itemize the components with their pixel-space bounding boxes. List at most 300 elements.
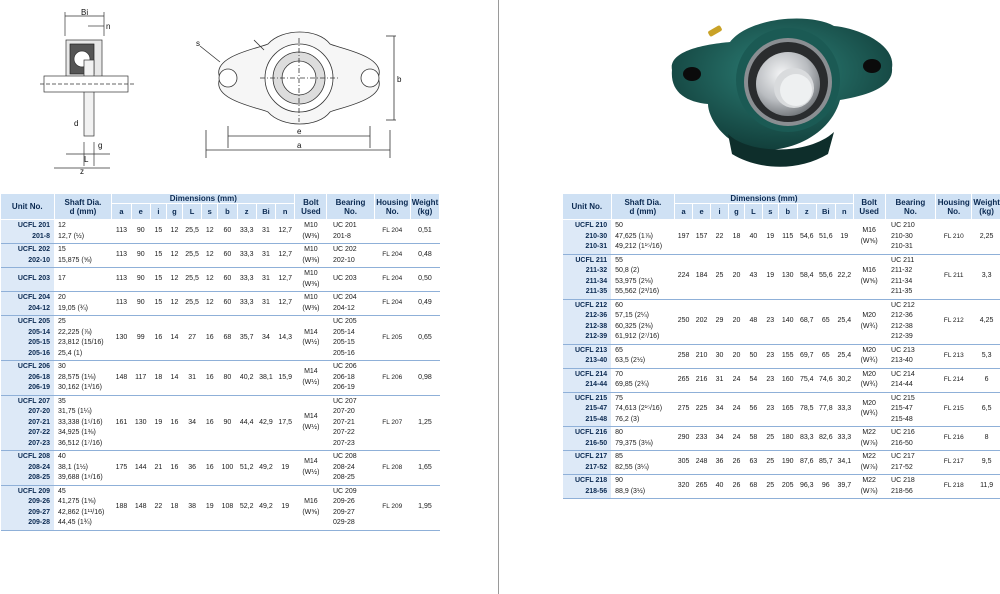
dim-cell-b: 180: [778, 427, 797, 451]
weight-cell: 2,25: [972, 220, 1000, 255]
unit-no-cell: UCFL 216 216-50: [563, 427, 612, 451]
dim-cell-s: 16: [202, 361, 218, 396]
bolt-cell: M20 (W¾): [853, 344, 885, 368]
col-header-a: a: [675, 204, 693, 220]
col-header-b: b: [218, 204, 237, 220]
bearing-cell: UC 210 210-30 210-31: [885, 220, 936, 255]
dim-cell-e: 233: [693, 427, 711, 451]
spec-table-left-body: [1, 220, 440, 531]
dim-cell-i: 31: [711, 368, 729, 392]
dim-cell-s: 16: [202, 451, 218, 486]
unit-no-cell: UCFL 207 207-20 207-21 207-22 207-23: [1, 395, 55, 451]
bolt-cell: M14 (W½): [295, 451, 327, 486]
dim-cell-n: 12,7: [276, 244, 295, 268]
bolt-cell: M22 (W⅞): [853, 427, 885, 451]
dim-cell-g: 12: [166, 244, 182, 268]
bolt-cell: M20 (W¾): [853, 392, 885, 427]
bearing-cell: UC 214 214-44: [885, 368, 936, 392]
dim-cell-z: 69,7: [797, 344, 816, 368]
dim-cell-g: 20: [729, 344, 745, 368]
dim-cell-g: 20: [729, 299, 745, 344]
dim-cell-z: 44,4: [237, 395, 256, 451]
dim-cell-l: 56: [744, 392, 762, 427]
bolt-cell: M16 (W⅝): [295, 485, 327, 530]
shaft-dia-cell: 30 28,575 (1⅛) 30,162 (1³/16): [54, 361, 112, 396]
dim-cell-i: 15: [150, 268, 166, 292]
dim-cell-z: 33,3: [237, 268, 256, 292]
unit-no-cell: UCFL 213 213-40: [563, 344, 612, 368]
shaft-dia-cell: 15 15,875 (⅝): [54, 244, 112, 268]
dim-cell-l: 25,5: [182, 220, 201, 244]
weight-cell: 0,48: [410, 244, 439, 268]
dim-cell-g: 24: [729, 392, 745, 427]
dim-cell-bi: 65: [816, 344, 835, 368]
col-header-s: s: [762, 204, 778, 220]
dim-cell-n: 19: [276, 451, 295, 486]
dim-cell-e: 90: [131, 292, 150, 316]
spec-table-left: [0, 193, 440, 531]
dim-cell-s: 12: [202, 268, 218, 292]
dim-cell-e: 90: [131, 244, 150, 268]
unit-no-cell: UCFL 205 205-14 205-15 205-16: [1, 316, 55, 361]
dim-cell-g: 14: [166, 361, 182, 396]
spec-table-right: [562, 193, 1000, 499]
dim-label-n: n: [106, 22, 111, 31]
table-row: [563, 299, 1000, 344]
dim-cell-z: 33,3: [237, 244, 256, 268]
col-header-shaft-dia: Shaft Dia. d (mm): [54, 194, 112, 220]
weight-cell: 11,9: [972, 475, 1000, 499]
bearing-cell: UC 208 208-24 208-25: [327, 451, 374, 486]
table-row: [1, 395, 440, 451]
dim-cell-n: 22,2: [835, 254, 853, 299]
dim-cell-i: 15: [150, 292, 166, 316]
dim-cell-g: 26: [729, 451, 745, 475]
housing-cell: FL 204: [374, 292, 410, 316]
side-section-drawing: [40, 6, 140, 174]
col-header-weight: Weight (kg): [410, 194, 439, 220]
bolt-cell: M14 (W½): [295, 395, 327, 451]
dim-cell-g: 14: [166, 316, 182, 361]
dim-cell-l: 68: [744, 475, 762, 499]
dim-cell-n: 39,7: [835, 475, 853, 499]
dim-cell-s: 23: [762, 392, 778, 427]
dim-cell-e: 265: [693, 475, 711, 499]
dim-cell-s: 23: [762, 299, 778, 344]
bearing-cell: UC 206 206-18 206-19: [327, 361, 374, 396]
dim-cell-i: 16: [150, 316, 166, 361]
dim-cell-s: 23: [762, 368, 778, 392]
col-header-housing: Housing No.: [374, 194, 410, 220]
dim-cell-i: 40: [711, 475, 729, 499]
shaft-dia-cell: 17: [54, 268, 112, 292]
bearing-cell: UC 217 217-52: [885, 451, 936, 475]
dim-cell-s: 19: [202, 485, 218, 530]
col-header-g: g: [166, 204, 182, 220]
dim-cell-e: 90: [131, 220, 150, 244]
dim-cell-e: 99: [131, 316, 150, 361]
table-row: [1, 316, 440, 361]
dim-cell-g: 12: [166, 292, 182, 316]
col-header-b: b: [778, 204, 797, 220]
dim-cell-a: 130: [112, 316, 131, 361]
dim-cell-a: 188: [112, 485, 131, 530]
housing-cell: FL 204: [374, 268, 410, 292]
dim-cell-e: 210: [693, 344, 711, 368]
bolt-cell: M10 (W⅜): [295, 220, 327, 244]
shaft-dia-cell: 60 57,15 (2¼) 60,325 (2⅜) 61,912 (2⁷/16): [611, 299, 674, 344]
dim-cell-a: 250: [675, 299, 693, 344]
housing-cell: FL 210: [936, 220, 972, 255]
table-row: [563, 368, 1000, 392]
weight-cell: 0,65: [410, 316, 439, 361]
table-row: [563, 392, 1000, 427]
unit-no-cell: UCFL 202 202-10: [1, 244, 55, 268]
dim-cell-bi: 42,9: [256, 395, 275, 451]
dim-cell-i: 22: [711, 220, 729, 255]
bolt-cell: M14 (W½): [295, 361, 327, 396]
dim-cell-a: 258: [675, 344, 693, 368]
weight-cell: 0,49: [410, 292, 439, 316]
dim-cell-l: 54: [744, 368, 762, 392]
unit-no-cell: UCFL 211 211-32 211-34 211-35: [563, 254, 612, 299]
shaft-dia-cell: 45 41,275 (1⅝) 42,862 (1¹¹/16) 44,45 (1¾): [54, 485, 112, 530]
dim-cell-bi: 31: [256, 220, 275, 244]
weight-cell: 6: [972, 368, 1000, 392]
dim-cell-a: 113: [112, 268, 131, 292]
dim-cell-bi: 49,2: [256, 485, 275, 530]
dim-cell-z: 35,7: [237, 316, 256, 361]
table-row: [1, 220, 440, 244]
dim-cell-bi: 51,6: [816, 220, 835, 255]
bearing-cell: UC 212 212-36 212-38 212-39: [885, 299, 936, 344]
dim-cell-s: 12: [202, 244, 218, 268]
housing-cell: FL 218: [936, 475, 972, 499]
housing-cell: FL 211: [936, 254, 972, 299]
unit-no-cell: UCFL 212 212-36 212-38 212-39: [563, 299, 612, 344]
shaft-dia-cell: 12 12,7 (½): [54, 220, 112, 244]
dim-cell-n: 30,2: [835, 368, 853, 392]
dim-cell-g: 24: [729, 368, 745, 392]
table-row: [1, 451, 440, 486]
dim-cell-a: 265: [675, 368, 693, 392]
dim-cell-g: 20: [729, 254, 745, 299]
col-header-l: L: [182, 204, 201, 220]
dim-cell-bi: 34: [256, 316, 275, 361]
dim-cell-z: 54,6: [797, 220, 816, 255]
dim-cell-n: 14,3: [276, 316, 295, 361]
bearing-cell: UC 218 218-56: [885, 475, 936, 499]
shaft-dia-cell: 35 31,75 (1¼) 33,338 (1⁵/16) 34,925 (1⅜) 36,512 (1⁷/16): [54, 395, 112, 451]
col-header-z: z: [797, 204, 816, 220]
shaft-dia-cell: 90 88,9 (3½): [611, 475, 674, 499]
page-divider: [498, 0, 499, 594]
col-header-i: i: [150, 204, 166, 220]
dim-cell-l: 25,5: [182, 292, 201, 316]
bolt-cell: M20 (W¾): [853, 299, 885, 344]
dim-cell-i: 15: [150, 244, 166, 268]
dim-cell-g: 16: [166, 395, 182, 451]
dim-cell-b: 80: [218, 361, 237, 396]
weight-cell: 5,3: [972, 344, 1000, 368]
dim-cell-l: 25,5: [182, 268, 201, 292]
col-header-l: L: [744, 204, 762, 220]
bearing-cell: UC 207 207-20 207-21 207-22 207-23: [327, 395, 374, 451]
housing-cell: FL 206: [374, 361, 410, 396]
bolt-cell: M10 (W⅜): [295, 292, 327, 316]
dim-cell-s: 12: [202, 292, 218, 316]
dim-cell-e: 216: [693, 368, 711, 392]
dim-cell-b: 60: [218, 268, 237, 292]
dim-cell-a: 161: [112, 395, 131, 451]
dim-cell-b: 155: [778, 344, 797, 368]
dim-cell-b: 108: [218, 485, 237, 530]
dim-cell-z: 33,3: [237, 292, 256, 316]
table-row: [563, 344, 1000, 368]
weight-cell: 1,65: [410, 451, 439, 486]
dim-cell-l: 50: [744, 344, 762, 368]
dim-cell-a: 224: [675, 254, 693, 299]
weight-cell: 3,3: [972, 254, 1000, 299]
dim-cell-n: 12,7: [276, 220, 295, 244]
shaft-dia-cell: 25 22,225 (⅞) 23,812 (15/16) 25,4 (1): [54, 316, 112, 361]
housing-cell: FL 212: [936, 299, 972, 344]
unit-no-cell: UCFL 215 215-47 215-48: [563, 392, 612, 427]
dim-cell-s: 19: [762, 220, 778, 255]
dim-cell-bi: 74,6: [816, 368, 835, 392]
unit-no-cell: UCFL 218 218-56: [563, 475, 612, 499]
dim-cell-s: 25: [762, 427, 778, 451]
dim-label-z: z: [80, 167, 84, 174]
shaft-dia-cell: 75 74,613 (2¹⁵/16) 76,2 (3): [611, 392, 674, 427]
dim-cell-b: 165: [778, 392, 797, 427]
unit-no-cell: UCFL 209 209-26 209-27 209-28: [1, 485, 55, 530]
dim-cell-l: 43: [744, 254, 762, 299]
weight-cell: 9,5: [972, 451, 1000, 475]
table-row: [563, 254, 1000, 299]
bearing-cell: UC 213 213-40: [885, 344, 936, 368]
dim-cell-z: 75,4: [797, 368, 816, 392]
dim-cell-s: 25: [762, 475, 778, 499]
dim-cell-z: 33,3: [237, 220, 256, 244]
shaft-dia-cell: 20 19,05 (¾): [54, 292, 112, 316]
col-header-unit-no: Unit No.: [1, 194, 55, 220]
col-header-n: n: [276, 204, 295, 220]
weight-cell: 8: [972, 427, 1000, 451]
housing-cell: FL 209: [374, 485, 410, 530]
dim-cell-n: 34,1: [835, 451, 853, 475]
dim-cell-i: 25: [711, 254, 729, 299]
dim-cell-z: 87,6: [797, 451, 816, 475]
dim-cell-g: 18: [166, 485, 182, 530]
dim-cell-b: 100: [218, 451, 237, 486]
unit-no-cell: UCFL 206 206-18 206-19: [1, 361, 55, 396]
bearing-cell: UC 216 216-50: [885, 427, 936, 451]
dim-cell-bi: 55,6: [816, 254, 835, 299]
dim-cell-z: 58,4: [797, 254, 816, 299]
dim-cell-l: 58: [744, 427, 762, 451]
dim-cell-e: 117: [131, 361, 150, 396]
dim-cell-n: 19: [835, 220, 853, 255]
dim-cell-bi: 85,7: [816, 451, 835, 475]
dim-cell-l: 25,5: [182, 244, 201, 268]
shaft-dia-cell: 55 50,8 (2) 53,975 (2⅛) 55,562 (2³/16): [611, 254, 674, 299]
bearing-cell: UC 211 211-32 211-34 211-35: [885, 254, 936, 299]
dim-cell-e: 225: [693, 392, 711, 427]
dim-cell-b: 60: [218, 292, 237, 316]
dim-cell-b: 68: [218, 316, 237, 361]
dim-cell-n: 19: [276, 485, 295, 530]
right-panel: [562, 0, 1000, 594]
housing-cell: FL 215: [936, 392, 972, 427]
shaft-dia-cell: 85 82,55 (3¼): [611, 451, 674, 475]
housing-cell: FL 207: [374, 395, 410, 451]
col-header-g: g: [729, 204, 745, 220]
dim-cell-l: 34: [182, 395, 201, 451]
dim-cell-g: 24: [729, 427, 745, 451]
dim-cell-z: 83,3: [797, 427, 816, 451]
dim-cell-b: 190: [778, 451, 797, 475]
unit-no-cell: UCFL 201 201-8: [1, 220, 55, 244]
table-row: [1, 485, 440, 530]
dim-cell-z: 78,5: [797, 392, 816, 427]
dim-cell-bi: 96: [816, 475, 835, 499]
dim-cell-z: 96,3: [797, 475, 816, 499]
flange-bearing-photo: [668, 4, 898, 184]
dim-cell-s: 16: [202, 316, 218, 361]
dim-cell-e: 248: [693, 451, 711, 475]
shaft-dia-cell: 80 79,375 (3⅛): [611, 427, 674, 451]
unit-no-cell: UCFL 208 208-24 208-25: [1, 451, 55, 486]
bearing-cell: UC 203: [327, 268, 374, 292]
bolt-cell: M22 (W⅞): [853, 475, 885, 499]
dim-cell-b: 115: [778, 220, 797, 255]
col-header-bi: Bi: [256, 204, 275, 220]
dim-cell-e: 184: [693, 254, 711, 299]
dim-label-bi: Bi: [81, 8, 89, 17]
bearing-cell: UC 205 205-14 205-15 205-16: [327, 316, 374, 361]
unit-no-cell: UCFL 204 204-12: [1, 292, 55, 316]
table-row: [563, 451, 1000, 475]
dim-cell-bi: 82,6: [816, 427, 835, 451]
weight-cell: 1,95: [410, 485, 439, 530]
dim-cell-e: 157: [693, 220, 711, 255]
shaft-dia-cell: 50 47,625 (1⅞) 49,212 (1¹⁵/16): [611, 220, 674, 255]
dim-cell-g: 16: [166, 451, 182, 486]
bolt-cell: M16 (W⅝): [853, 254, 885, 299]
dim-cell-l: 40: [744, 220, 762, 255]
dim-cell-l: 36: [182, 451, 201, 486]
col-header-bolt: Bolt Used: [295, 194, 327, 220]
table-row: [1, 268, 440, 292]
dim-cell-bi: 38,1: [256, 361, 275, 396]
weight-cell: 0,98: [410, 361, 439, 396]
dim-cell-n: 33,3: [835, 427, 853, 451]
dim-cell-n: 25,4: [835, 344, 853, 368]
bolt-cell: M14 (W½): [295, 316, 327, 361]
weight-cell: 6,5: [972, 392, 1000, 427]
unit-no-cell: UCFL 210 210-30 210-31: [563, 220, 612, 255]
dim-cell-e: 148: [131, 485, 150, 530]
dim-cell-a: 175: [112, 451, 131, 486]
table-row: [563, 220, 1000, 255]
dim-cell-l: 38: [182, 485, 201, 530]
dim-cell-a: 113: [112, 244, 131, 268]
dim-cell-e: 130: [131, 395, 150, 451]
dim-cell-a: 320: [675, 475, 693, 499]
dim-cell-s: 19: [762, 254, 778, 299]
dim-cell-a: 305: [675, 451, 693, 475]
col-header-s: s: [202, 204, 218, 220]
bearing-cell: UC 201 201-8: [327, 220, 374, 244]
dim-cell-l: 63: [744, 451, 762, 475]
housing-cell: FL 204: [374, 220, 410, 244]
housing-cell: FL 204: [374, 244, 410, 268]
dim-cell-n: 12,7: [276, 292, 295, 316]
col-header-e: e: [131, 204, 150, 220]
col-header-e: e: [693, 204, 711, 220]
col-header-weight: Weight (kg): [972, 194, 1000, 220]
dim-cell-b: 160: [778, 368, 797, 392]
dim-cell-i: 30: [711, 344, 729, 368]
dim-cell-i: 19: [150, 395, 166, 451]
unit-no-cell: UCFL 217 217-52: [563, 451, 612, 475]
housing-cell: FL 208: [374, 451, 410, 486]
dim-cell-b: 205: [778, 475, 797, 499]
weight-cell: 4,25: [972, 299, 1000, 344]
weight-cell: 0,51: [410, 220, 439, 244]
dim-cell-bi: 77,8: [816, 392, 835, 427]
housing-cell: FL 214: [936, 368, 972, 392]
col-header-bi: Bi: [816, 204, 835, 220]
dim-cell-a: 113: [112, 292, 131, 316]
spec-table-right-body: [563, 220, 1000, 499]
dim-cell-g: 12: [166, 220, 182, 244]
bearing-cell: UC 209 209-26 209-27 029-28: [327, 485, 374, 530]
table-row: [563, 475, 1000, 499]
bolt-cell: M10 (W⅜): [295, 244, 327, 268]
dim-cell-i: 18: [150, 361, 166, 396]
dim-label-d: d: [74, 119, 79, 128]
dim-label-e: e: [297, 127, 302, 136]
dim-cell-b: 90: [218, 395, 237, 451]
dim-cell-i: 22: [150, 485, 166, 530]
dim-cell-a: 275: [675, 392, 693, 427]
housing-cell: FL 213: [936, 344, 972, 368]
dim-cell-i: 34: [711, 427, 729, 451]
dim-cell-z: 51,2: [237, 451, 256, 486]
dim-cell-s: 16: [202, 395, 218, 451]
dim-cell-bi: 31: [256, 292, 275, 316]
dim-cell-i: 34: [711, 392, 729, 427]
dim-cell-bi: 49,2: [256, 451, 275, 486]
col-header-bearing: Bearing No.: [885, 194, 936, 220]
bearing-cell: UC 215 215-47 215-48: [885, 392, 936, 427]
dim-cell-s: 12: [202, 220, 218, 244]
dim-label-b: b: [397, 75, 402, 84]
col-header-n: n: [835, 204, 853, 220]
col-header-i: i: [711, 204, 729, 220]
unit-no-cell: UCFL 214 214-44: [563, 368, 612, 392]
dim-cell-a: 197: [675, 220, 693, 255]
bolt-cell: M16 (W⅝): [853, 220, 885, 255]
dim-label-g: g: [98, 141, 103, 150]
housing-cell: FL 205: [374, 316, 410, 361]
dim-cell-b: 140: [778, 299, 797, 344]
left-panel: [0, 0, 440, 594]
table-row: [1, 244, 440, 268]
dim-cell-a: 148: [112, 361, 131, 396]
